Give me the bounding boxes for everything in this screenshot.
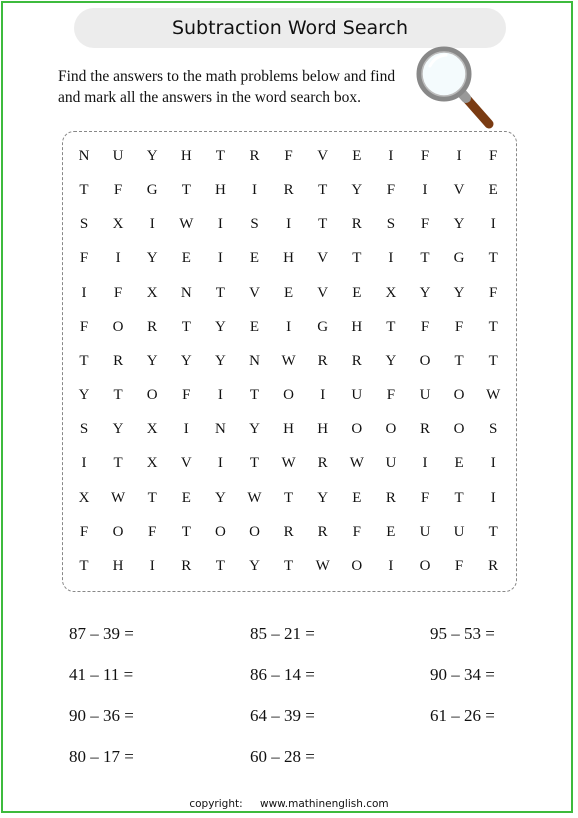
grid-letter[interactable]: I	[81, 455, 87, 472]
grid-letter[interactable]: X	[146, 421, 158, 438]
grid-letter[interactable]: I	[183, 421, 189, 438]
grid-letter[interactable]: Y	[146, 250, 158, 267]
site-link[interactable]: www.mathinenglish.com	[259, 798, 389, 810]
grid-letter[interactable]: T	[181, 182, 191, 199]
grid-letter[interactable]: Y	[214, 352, 226, 369]
grid-letter[interactable]: I	[388, 148, 394, 164]
grid-letter[interactable]: O	[453, 387, 465, 404]
grid-letter[interactable]: R	[419, 421, 430, 438]
grid-letter[interactable]: I	[217, 216, 223, 233]
grid-letter[interactable]: W	[281, 455, 296, 472]
grid-letter[interactable]: T	[79, 182, 89, 199]
grid-letter[interactable]: I	[217, 455, 223, 472]
grid-letter[interactable]: Y	[146, 352, 158, 369]
grid-letter[interactable]: G	[453, 250, 465, 267]
grid-letter[interactable]: T	[488, 250, 498, 267]
grid-letter[interactable]: I	[422, 455, 428, 472]
grid-letter[interactable]: R	[317, 455, 328, 472]
grid-letter[interactable]: W	[486, 387, 501, 404]
grid-letter[interactable]: W	[247, 489, 262, 506]
grid-letter[interactable]: X	[112, 216, 124, 233]
grid-letter[interactable]: T	[454, 489, 464, 506]
grid-letter[interactable]: F	[386, 387, 396, 404]
grid-letter[interactable]: F	[79, 250, 89, 267]
math-problem: 41 – 11 =	[69, 665, 134, 684]
grid-letter[interactable]: O	[453, 421, 465, 438]
grid-letter[interactable]: O	[351, 557, 363, 574]
grid-letter[interactable]: E	[284, 284, 294, 301]
footer	[0, 798, 578, 810]
grid-letter[interactable]: U	[419, 523, 431, 540]
grid-letter[interactable]: W	[349, 455, 364, 472]
grid-letter[interactable]: T	[284, 557, 294, 574]
grid-letter[interactable]: N	[180, 284, 192, 301]
grid-letter[interactable]: Y	[453, 284, 465, 301]
grid-letter[interactable]: T	[352, 250, 362, 267]
grid-letter[interactable]: H	[180, 148, 192, 164]
grid-letter[interactable]: I	[286, 216, 292, 233]
grid-letter[interactable]: O	[214, 523, 226, 540]
grid-letter[interactable]: F	[386, 182, 396, 199]
grid-letter[interactable]: T	[488, 352, 498, 369]
grid-letter[interactable]: W	[281, 352, 296, 369]
grid-letter[interactable]: T	[249, 455, 260, 472]
grid-letter[interactable]: F	[420, 216, 430, 233]
grid-letter[interactable]: T	[284, 489, 294, 506]
grid-letter[interactable]: E	[249, 250, 260, 267]
grid-letter[interactable]: I	[217, 387, 223, 404]
grid-letter[interactable]: X	[146, 284, 158, 301]
grid-letter[interactable]: V	[453, 182, 465, 199]
grid-letter[interactable]: E	[352, 284, 362, 301]
grid-letter[interactable]: W	[315, 557, 330, 574]
grid-letter[interactable]: S	[489, 421, 498, 438]
grid-letter[interactable]: V	[249, 284, 260, 301]
grid-letter[interactable]: T	[113, 387, 123, 404]
grid-letter[interactable]: I	[388, 557, 394, 574]
math-problem: 80 – 17 =	[69, 747, 134, 766]
grid-letter[interactable]: G	[146, 182, 158, 199]
grid-letter[interactable]: Y	[180, 352, 192, 369]
grid-letter[interactable]: S	[79, 421, 89, 438]
grid-letter[interactable]: U	[453, 523, 465, 540]
grid-letter[interactable]: Y	[78, 387, 90, 404]
grid-letter[interactable]: E	[488, 182, 498, 199]
grid-letter[interactable]: O	[419, 557, 431, 574]
grid-letter[interactable]: F	[182, 387, 191, 404]
grid-letter[interactable]: T	[215, 557, 225, 574]
math-problem: 85 – 21 =	[250, 624, 315, 643]
grid-letter[interactable]: F	[352, 523, 361, 540]
grid-letter[interactable]: R	[283, 182, 294, 199]
grid-letter[interactable]: I	[320, 387, 326, 404]
math-problem: 60 – 28 =	[250, 747, 315, 766]
grid-letter[interactable]: T	[420, 250, 430, 267]
grid-letter[interactable]: T	[215, 284, 225, 301]
grid-letter[interactable]: E	[454, 455, 464, 472]
grid-letter[interactable]: T	[249, 387, 260, 404]
grid-letter[interactable]: H	[214, 182, 226, 199]
grid-letter[interactable]: H	[317, 421, 329, 438]
grid-letter[interactable]: T	[454, 352, 464, 369]
grid-letter[interactable]: F	[454, 318, 464, 335]
grid-letter[interactable]: Y	[317, 489, 329, 506]
grid-letter[interactable]: N	[214, 421, 226, 438]
grid-letter[interactable]: F	[113, 284, 123, 301]
grid-letter[interactable]: I	[217, 250, 223, 267]
grid-letter[interactable]: E	[249, 318, 260, 335]
grid-letter[interactable]: V	[317, 250, 329, 267]
grid-letter[interactable]: O	[249, 523, 260, 540]
grid-letter[interactable]: H	[351, 318, 363, 335]
grid-letter[interactable]: E	[386, 523, 396, 540]
page-title: Subtraction Word Search	[74, 8, 506, 48]
grid-letter[interactable]: F	[79, 523, 89, 540]
math-problem: 61 – 26 =	[430, 706, 495, 725]
grid-letter[interactable]: F	[489, 284, 498, 301]
math-problem: 87 – 39 =	[69, 624, 134, 643]
grid-letter[interactable]: F	[420, 318, 430, 335]
grid-letter[interactable]: I	[149, 557, 155, 574]
grid-letter[interactable]: R	[283, 523, 294, 540]
grid-letter[interactable]: S	[386, 216, 396, 233]
grid-letter[interactable]: Y	[351, 182, 363, 199]
grid-letter[interactable]: H	[283, 250, 295, 267]
grid-letter[interactable]: W	[179, 216, 194, 233]
grid-letter[interactable]: U	[385, 455, 397, 472]
grid-letter[interactable]: Y	[214, 318, 226, 335]
grid-letter[interactable]: R	[351, 352, 362, 369]
grid-letter[interactable]: O	[283, 387, 295, 404]
grid-letter[interactable]: U	[419, 387, 431, 404]
grid-letter[interactable]: I	[286, 318, 292, 335]
grid-letter[interactable]: I	[388, 250, 394, 267]
grid-letter[interactable]: R	[317, 523, 328, 540]
grid-letter[interactable]: Y	[214, 489, 226, 506]
grid-letter[interactable]: Y	[249, 421, 260, 438]
grid-letter[interactable]: R	[249, 148, 260, 164]
grid-letter[interactable]: T	[113, 455, 123, 472]
grid-letter[interactable]: T	[215, 148, 225, 164]
grid-letter[interactable]: Y	[453, 216, 465, 233]
grid-letter[interactable]: I	[422, 182, 428, 199]
grid-letter[interactable]: R	[317, 352, 328, 369]
grid-letter[interactable]: Y	[385, 352, 397, 369]
grid-letter[interactable]: I	[81, 284, 87, 301]
grid-letter[interactable]: X	[146, 455, 158, 472]
grid-letter[interactable]: I	[490, 216, 496, 233]
grid-letter[interactable]: T	[147, 489, 157, 506]
math-problem: 90 – 36 =	[69, 706, 134, 725]
grid-letter[interactable]: X	[385, 284, 397, 301]
grid-letter[interactable]: R	[385, 489, 396, 506]
grid-letter[interactable]: O	[385, 421, 397, 438]
grid-letter[interactable]: O	[146, 387, 158, 404]
grid-letter[interactable]: H	[283, 421, 295, 438]
grid-letter[interactable]: O	[419, 352, 431, 369]
grid-letter[interactable]: I	[252, 182, 257, 199]
grid-letter[interactable]: I	[149, 216, 155, 233]
grid-letter[interactable]: I	[490, 455, 496, 472]
grid-letter[interactable]: F	[454, 557, 464, 574]
grid-letter[interactable]: T	[79, 352, 89, 369]
grid-letter[interactable]: N	[78, 148, 90, 164]
grid-letter[interactable]: F	[420, 148, 430, 164]
grid-letter[interactable]: W	[111, 489, 126, 506]
grid-letter[interactable]: E	[181, 250, 191, 267]
grid-letter[interactable]: T	[488, 318, 498, 335]
grid-letter[interactable]: E	[352, 489, 362, 506]
grid-letter[interactable]: Y	[249, 557, 260, 574]
grid-letter[interactable]: I	[115, 250, 121, 267]
grid-letter[interactable]: F	[79, 318, 89, 335]
grid-letter[interactable]: T	[181, 523, 191, 540]
grid-letter[interactable]: F	[489, 148, 498, 164]
grid-letter[interactable]: Y	[112, 421, 124, 438]
grid-letter[interactable]: V	[317, 148, 329, 164]
grid-letter[interactable]: N	[249, 352, 260, 369]
grid-letter[interactable]: T	[318, 216, 328, 233]
grid-letter[interactable]: I	[456, 148, 462, 164]
grid-letter[interactable]: S	[250, 216, 259, 233]
grid-letter[interactable]: R	[488, 557, 499, 574]
grid-letter[interactable]: O	[112, 523, 124, 540]
grid-letter[interactable]: U	[112, 148, 124, 164]
grid-letter[interactable]: F	[284, 148, 293, 164]
grid-letter[interactable]: F	[148, 523, 157, 540]
math-problem: 86 – 14 =	[250, 665, 315, 684]
grid-letter[interactable]: T	[318, 182, 328, 199]
grid-letter[interactable]: Y	[146, 148, 158, 164]
grid-letter[interactable]: G	[317, 318, 329, 335]
grid-letter[interactable]: O	[112, 318, 124, 335]
copyright-label: copyright:	[189, 798, 243, 810]
grid-letter[interactable]: T	[181, 318, 191, 335]
grid-letter[interactable]: R	[147, 318, 158, 335]
grid-letter[interactable]: I	[490, 489, 496, 506]
grid-letter[interactable]: T	[488, 523, 498, 540]
grid-letter[interactable]: Y	[419, 284, 431, 301]
grid-letter[interactable]: X	[78, 489, 90, 506]
grid-letter[interactable]: E	[181, 489, 191, 506]
math-problem: 90 – 34 =	[430, 665, 495, 684]
grid-letter[interactable]: T	[386, 318, 396, 335]
instructions-line: and mark all the answers in the word search box.	[58, 89, 362, 106]
grid-letter[interactable]: R	[113, 352, 124, 369]
grid-letter[interactable]: V	[180, 455, 192, 472]
instructions-line: Find the answers to the math problems below and find	[58, 68, 396, 85]
grid-letter[interactable]: O	[351, 421, 363, 438]
math-problem: 64 – 39 =	[250, 706, 315, 725]
grid-letter[interactable]: U	[351, 387, 363, 404]
grid-letter[interactable]: V	[317, 284, 329, 301]
grid-letter[interactable]: H	[112, 557, 124, 574]
grid-letter[interactable]: S	[79, 216, 89, 233]
math-problem: 95 – 53 =	[430, 624, 495, 643]
grid-letter[interactable]: R	[181, 557, 192, 574]
grid-letter[interactable]: R	[351, 216, 362, 233]
grid-letter[interactable]: F	[420, 489, 430, 506]
grid-letter[interactable]: F	[113, 182, 123, 199]
grid-letter[interactable]: E	[352, 148, 362, 164]
grid-letter[interactable]: T	[79, 557, 89, 574]
